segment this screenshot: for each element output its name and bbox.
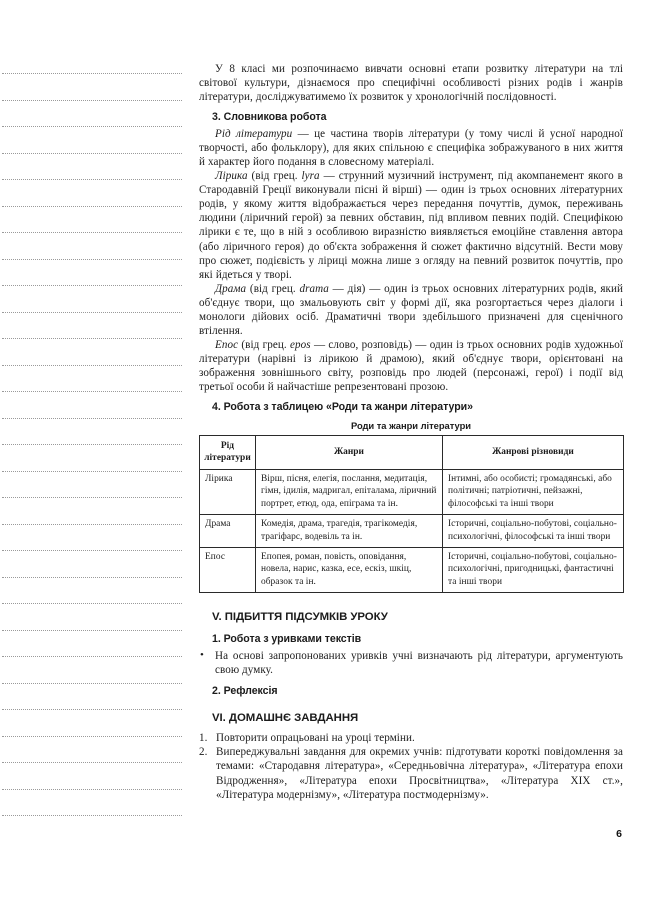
cell-riznovydy-liryka: Інтимні, або особисті; громадянські, або політичні; патріотичні, пейзажні, філософські та інші твори — [443, 470, 624, 515]
table-row — [200, 470, 624, 515]
cell-rod-liryka: Лірика — [200, 470, 256, 515]
heading-vocabulary-work: 3. Словникова робота — [212, 111, 327, 124]
margin-rule-line — [2, 179, 182, 180]
margin-rule-line — [2, 73, 182, 74]
margin-rule-line — [2, 497, 182, 498]
margin-rule-line — [2, 365, 182, 366]
summary-bullet-list — [199, 649, 623, 677]
column-header-rod-line2: літератури — [204, 453, 251, 464]
liryka-prefix: (від грец. — [247, 170, 302, 183]
cell-rod-epos: Епос — [200, 548, 256, 593]
margin-rule-line — [2, 444, 182, 445]
margin-rule-line — [2, 418, 182, 419]
latin-drama: drama — [299, 282, 329, 295]
term-drama: Драма — [215, 282, 247, 295]
margin-note-lines — [0, 0, 190, 900]
margin-rule-line — [2, 550, 182, 551]
drama-prefix: (від грец. — [246, 282, 300, 295]
cell-zhanry-drama: Комедія, драма, трагедія, трагікомедія, трагіфарс, водевіль та ін. — [256, 515, 443, 548]
heading-homework: VI. ДОМАШНЄ ЗАВДАННЯ — [212, 712, 359, 725]
list-item-number: 2. — [199, 746, 208, 759]
page-number: 6 — [616, 828, 622, 840]
definition-liryka — [199, 169, 623, 281]
margin-rule-line — [2, 471, 182, 472]
list-item — [199, 731, 623, 745]
latin-lyra: lyra — [301, 170, 320, 183]
margin-rule-line — [2, 709, 182, 710]
table-header-row — [200, 436, 624, 470]
cell-riznovydy-epos: Історичні, соціально-побутові, соціально-психологічні, пригодницькі, фантастичні та інші твори — [443, 548, 624, 593]
margin-rule-line — [2, 603, 182, 604]
margin-rule-line — [2, 789, 182, 790]
term-liryka: Лірика — [215, 170, 248, 183]
margin-rule-line — [2, 100, 182, 101]
margin-rule-line — [2, 391, 182, 392]
heading-work-with-excerpts: 1. Робота з уривками текстів — [212, 633, 362, 646]
column-header-zhanry: Жанри — [256, 436, 443, 470]
list-item — [199, 649, 623, 677]
margin-rule-line — [2, 762, 182, 763]
margin-rule-line — [2, 577, 182, 578]
table-row — [200, 548, 624, 593]
definition-text-rid: — це частина творів літератури (у тому числі й усної народної творчості, або фольклору), для яких спільною є специфіка зображуваного в них життя й характер його подання в словесному матеріалі. — [199, 128, 624, 169]
cell-zhanry-liryka: Вірш, пісня, елегія, послання, медитація, гімн, ідилія, мадригал, епіталама, ліричний портрет, етюд, ода, епіграма та ін. — [256, 470, 443, 515]
term-rid-literatury: Рід літератури — [215, 128, 293, 141]
epos-prefix: (від грец. — [238, 338, 291, 351]
homework-list — [199, 731, 623, 801]
cell-zhanry-epos: Епопея, роман, повість, оповідання, новела, нарис, казка, есе, ескіз, шкіц, образок та ін. — [256, 548, 443, 593]
cell-rod-drama: Драма — [200, 515, 256, 548]
margin-rule-line — [2, 285, 182, 286]
list-item-text: Повторити опрацьовані на уроці терміни. — [216, 732, 415, 745]
term-epos: Епос — [215, 338, 239, 351]
latin-epos: epos — [290, 338, 311, 351]
margin-rule-line — [2, 206, 182, 207]
column-header-riznovydy: Жанрові різновиди — [443, 436, 624, 470]
margin-rule-line — [2, 232, 182, 233]
definition-drama — [199, 282, 623, 338]
margin-rule-line — [2, 656, 182, 657]
column-header-rod-line1: Рід — [220, 441, 235, 452]
definition-rid-literatury — [199, 127, 623, 169]
margin-rule-line — [2, 815, 182, 816]
margin-rule-line — [2, 153, 182, 154]
bullet-icon: • — [200, 649, 204, 662]
bullet-item-text: На основі запропонованих уривків учні визначають рід літератури, аргументують свою думку. — [215, 650, 623, 677]
definition-text-liryka: — струнний музичний інструмент, під акомпанемент якого в Стародавній Греції виконували пісні й вірші) — один із трьох основних літературних родів, у якому життя відображається через передання почуттів, думок, переживань людини (ліричний герой) за певних обставин, під впливом певних подій. Специфікою лірики є те, що в ній з особливою виразністю виявляється емоційне ставлення автора (або ліричного героя) до об'єкта зображення й сюжет фактично відсутній. Вести мову про сюжет, подієвість у ліриці можна лише з огляду на певний розвиток почуттів, про які йдеться у творі. — [199, 170, 623, 281]
definition-text-drama: — дія) — один із трьох основних літературних родів, який об'єднує твори, що змальовують світ у формі дії, яка розгортається через діалоги і монологи дійових осіб. Драматичні твори здебільшого призначені для сценічного втілення. — [199, 282, 623, 337]
intro-paragraph: У 8 класі ми розпочинаємо вивчати основні етапи розвитку літератури на тлі світової культури, дізнаємося про специфічні особливості різних родів і жанрів літератури, досліджуватимемо їх розвиток у хронологічній послідовності. — [199, 63, 623, 104]
definition-text-epos: — слово, розповідь) — один із трьох основних родів художньої літератури (нарівні із лірикою й драмою), який об'єднує твори, орієнтовані на зображення зовнішнього світу, розповідь про людей (персонажі, герої) і події від третьої особи й найчастіше репрезентовані прозою. — [199, 338, 624, 393]
heading-reflection: 2. Рефлексія — [212, 685, 278, 698]
table-row — [200, 515, 624, 548]
page-content — [199, 0, 623, 802]
heading-lesson-summary: V. ПІДБИТТЯ ПІДСУМКІВ УРОКУ — [212, 611, 388, 624]
margin-rule-line — [2, 736, 182, 737]
margin-rule-line — [2, 259, 182, 260]
list-item — [199, 745, 623, 801]
margin-rule-line — [2, 524, 182, 525]
list-item-number: 1. — [199, 732, 208, 745]
margin-rule-line — [2, 312, 182, 313]
margin-rule-line — [2, 338, 182, 339]
margin-rule-line — [2, 126, 182, 127]
list-item-text: Випереджувальні завдання для окремих учнів: підготувати короткі повідомлення за темами: «Стародавня література», «Середньовічна література», «Література епохи Відродження», «Література епохи Просвітництва», «Література XIX ст.», «Література модернізму», «Література постмодернізму». — [216, 746, 623, 801]
column-header-rod — [200, 436, 256, 470]
margin-rule-line — [2, 630, 182, 631]
genres-table — [199, 435, 624, 593]
table-caption: Роди та жанри літератури — [350, 420, 472, 432]
cell-riznovydy-drama: Історичні, соціально-побутові, соціально-психологічні, філософські та інші твори — [443, 515, 624, 548]
margin-rule-line — [2, 683, 182, 684]
heading-table-work: 4. Робота з таблицею «Роди та жанри літератури» — [212, 401, 473, 414]
definition-epos — [199, 338, 623, 394]
